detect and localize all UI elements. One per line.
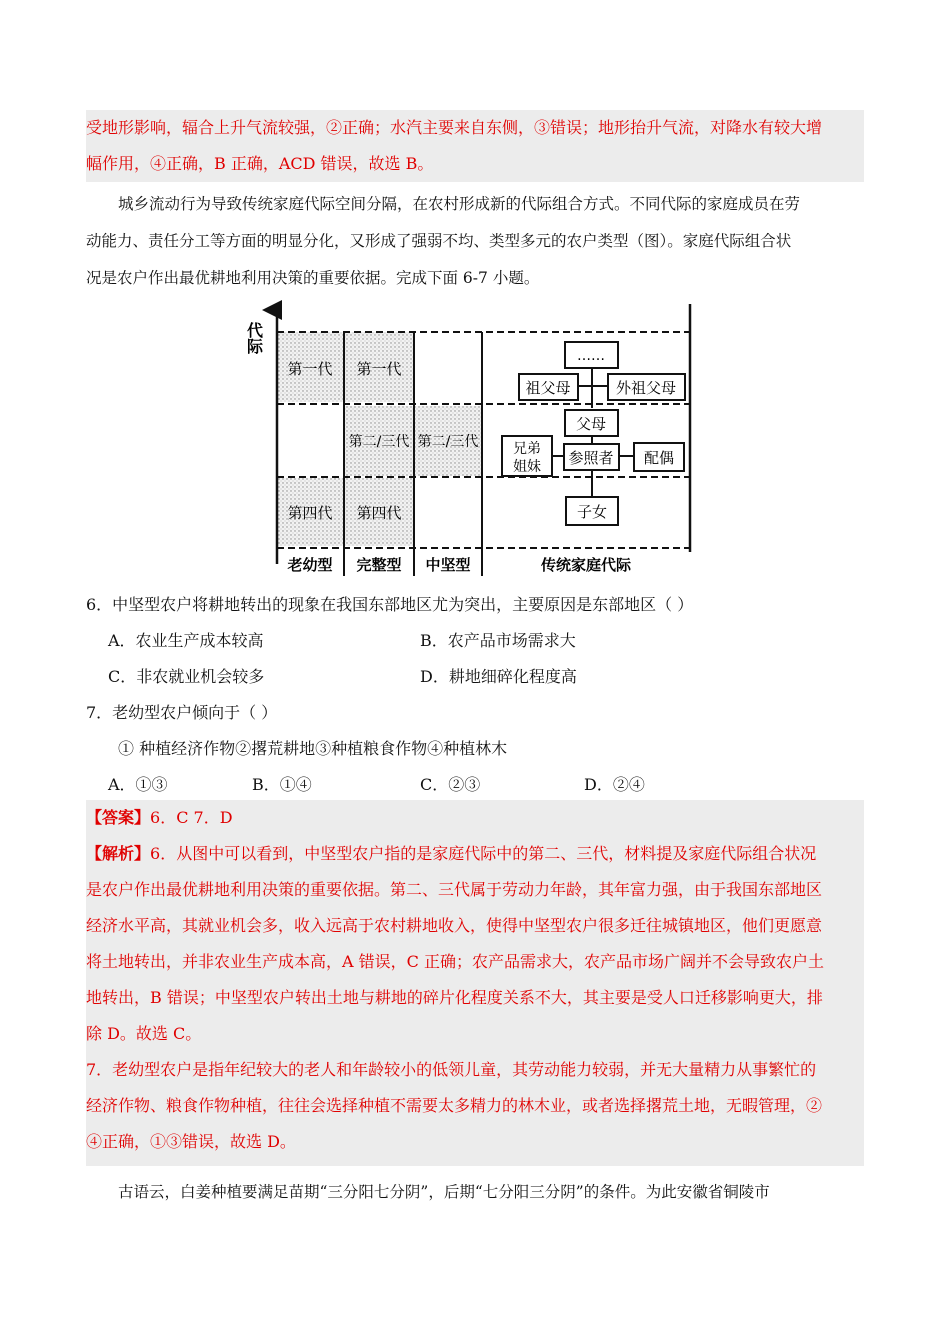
analysis-6-line-2: 是农户作出最优耕地利用决策的重要依据。第二、三代属于劳动力年龄，其年富力强，由于我国东部地区 (86, 880, 823, 899)
analysis-7-line-2: 经济作物、粮食作物种植，往往会选择种植不需要太多精力的林木业，或者选择撂荒土地，无暇管理，② (86, 1096, 823, 1115)
answer-tag: 【答案】 (86, 808, 151, 827)
tree-parents: 父母 (575, 415, 607, 433)
analysis-tag: 【解析】 (86, 844, 151, 863)
answer-analysis-block (86, 800, 864, 1166)
q6-stem: 6．中坚型农户将耕地转出的现象在我国东部地区尤为突出，主要原因是东部地区（ ） (86, 595, 694, 614)
q7-option-a: A．①③ (108, 775, 168, 794)
analysis-6-line-3: 经济水平高，其就业机会多，收入远高于农村耕地收入，使得中坚型农户很多迁往城镇地区，他们更愿意 (86, 916, 823, 935)
intro-paragraph (86, 186, 864, 297)
analysis-7-line-1: 7．老幼型农户是指年纪较大的老人和年龄较小的低领儿童，其劳动能力较弱，并无大量精力从事繁忙的 (86, 1060, 817, 1079)
q6-option-b: B．农产品市场需求大 (420, 631, 576, 650)
cell-laoyou-gen4: 第四代 (287, 504, 333, 522)
tree-grandparents: 祖父母 (525, 379, 571, 397)
figure-svg (244, 302, 694, 580)
prev-answer-block (86, 110, 864, 182)
intro-line-2: 动能力、责任分工等方面的明显分化，又形成了强弱不均、类型多元的农户类型（图）。家庭代际组合状 (86, 232, 792, 250)
tree-maternal-grandparents: 外祖父母 (615, 379, 677, 397)
tree-spouse: 配偶 (643, 449, 675, 467)
intro-line-3: 况是农户作出最优耕地利用决策的重要依据。完成下面 6-7 小题。 (86, 269, 540, 287)
household-type-figure (244, 302, 694, 580)
q7-option-b: B．①④ (252, 775, 312, 794)
prev-answer-line-1: 受地形影响，辐合上升气流较强，②正确；水汽主要来自东侧，③错误；地形抬升气流，对降水有较大增 (86, 118, 823, 137)
q6-option-a: A．农业生产成本较高 (108, 631, 264, 650)
col-label-laoyou: 老幼型 (287, 556, 333, 574)
next-intro-line-1: 古语云，白姜种植要满足苗期“三分阳七分阴”，后期“七分阳三分阴”的条件。为此安徽省铜陵市 (118, 1183, 770, 1201)
col-label-zhongjian: 中坚型 (425, 556, 471, 574)
cell-wanzheng-gen4: 第四代 (356, 504, 402, 522)
q7-stem: 7．老幼型农户倾向于（ ） (86, 703, 278, 722)
col-label-wanzheng: 完整型 (356, 556, 402, 574)
next-intro-paragraph (86, 1174, 864, 1211)
q6-option-d: D．耕地细碎化程度高 (420, 667, 577, 686)
cell-wanzheng-gen2: 第二/三代 (348, 434, 410, 450)
tree-children: 子女 (576, 503, 608, 521)
tree-ellipsis: …… (577, 348, 605, 364)
analysis-6-line-1 (86, 836, 864, 872)
cell-wanzheng-gen1: 第一代 (356, 360, 402, 378)
answer-line (86, 800, 864, 836)
analysis-6-line-6: 除 D。故选 C。 (86, 1024, 202, 1043)
analysis-6-line-4: 将土地转出，并非农业生产成本高，A 错误，C 正确；农产品需求大，农产品市场广阔并不会导致农户土 (86, 952, 824, 971)
intro-line-1: 城乡流动行为导致传统家庭代际空间分隔，在农村形成新的代际组合方式。不同代际的家庭成员在劳 (118, 195, 801, 213)
q6-option-c: C．非农就业机会较多 (108, 667, 265, 686)
y-axis-label: 代际 (244, 322, 264, 354)
q7-option-c: C．②③ (420, 775, 481, 794)
analysis-7-line-3: ④正确，①③错误，故选 D。 (86, 1132, 296, 1151)
analysis-6-line-5: 地转出，B 错误；中坚型农户转出土地与耕地的碎片化程度关系不大，其主要是受人口迁移影响更大，排 (86, 988, 823, 1007)
analysis-6-text-1: 6．从图中可以看到，中坚型农户指的是家庭代际中的第二、三代，材料提及家庭代际组合状况 (150, 844, 817, 863)
prev-answer-line-2: 幅作用，④正确，B 正确，ACD 错误，故选 B。 (86, 154, 434, 173)
tree-siblings-2: 姐妹 (513, 459, 541, 475)
tree-reference: 参照者 (568, 449, 614, 467)
cell-zhongjian-gen2: 第二/三代 (417, 434, 479, 450)
cell-laoyou-gen1: 第一代 (287, 360, 333, 378)
tree-siblings-1: 兄弟 (513, 441, 541, 457)
answer-text: 6．C 7．D (150, 808, 233, 827)
q7-items: ① 种植经济作物②撂荒耕地③种植粮食作物④种植林木 (118, 739, 508, 758)
q7-option-d: D．②④ (584, 775, 645, 794)
col-label-traditional: 传统家庭代际 (540, 556, 632, 574)
